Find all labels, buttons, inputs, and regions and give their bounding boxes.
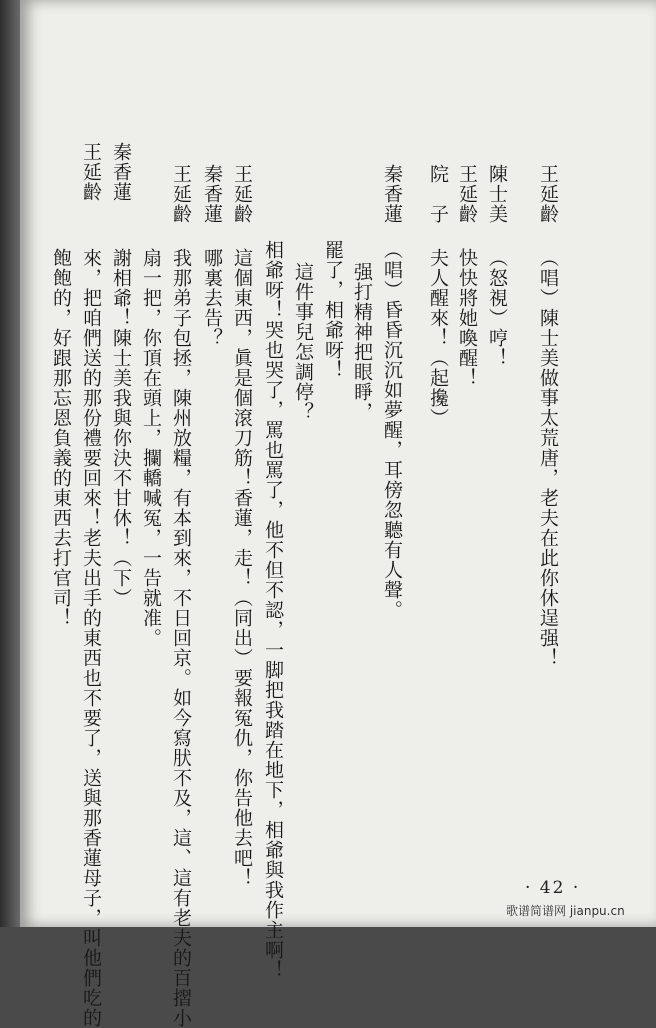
speaker-name: 院 子 — [427, 164, 449, 224]
speaker-name: 秦香蓮 — [110, 142, 132, 202]
dialogue-line: 哪裏去告？ — [201, 248, 223, 348]
dialogue-line: （唱）陳士美做事太荒唐，老夫在此你休逞强！ — [537, 248, 559, 668]
dialogue-line: 强打精神把眼睜， — [351, 262, 373, 422]
dialogue-line: 快快將她喚醒！ — [456, 248, 478, 388]
dialogue-line: 這個東西，眞是個滾刀筋！香蓮，走！（同出）要報冤仇，你告他去吧！ — [231, 248, 253, 888]
speaker-name: 王延齡 — [80, 142, 102, 202]
speaker-name: 王延齡 — [231, 164, 253, 224]
dialogue-line: 夫人醒來！（起攙） — [427, 248, 449, 428]
dialogue-line: 罷了，相爺呀！ — [322, 240, 344, 380]
page-number: · 42 · — [525, 878, 581, 898]
dialogue-line: 飽飽的，好跟那忘恩負義的東西去打官司！ — [50, 248, 72, 628]
script-page — [20, 0, 656, 1028]
speaker-name: 王延齡 — [456, 164, 478, 224]
dialogue-line: 相爺呀！哭也哭了，罵也罵了，他不但不認，一脚把我踏在地下，相爺與我作主啊！ — [262, 240, 284, 980]
speaker-name: 秦香蓮 — [201, 164, 223, 224]
speaker-name: 王延齡 — [170, 164, 192, 224]
dialogue-line: 謝相爺！陳士美我與你決不甘休！（下） — [110, 248, 132, 608]
speaker-name: 王延齡 — [537, 164, 559, 224]
speaker-name: 秦香蓮 — [381, 164, 403, 224]
site-watermark: 歌谱简谱网 jianpu.cn — [506, 904, 625, 918]
dialogue-line: （唱）昏昏沉沉如夢醒，耳傍忽聽有人聲。 — [381, 240, 403, 620]
dialogue-line: 這件事兒怎調停？ — [292, 262, 314, 422]
dialogue-line: （怒視）哼！ — [486, 248, 508, 368]
speaker-name: 陳士美 — [486, 164, 508, 224]
dialogue-line: 來，把咱們送的那份禮要回來！老夫出手的東西也不要了，送與那香蓮母子，叫他們吃的 — [80, 248, 102, 1028]
dialogue-line: 我那弟子包拯，陳州放糧，有本到來，不日回京。如今寫肰不及，這、這有老夫的百摺小 — [170, 248, 192, 1028]
book-binding-shadow — [0, 0, 20, 927]
dialogue-line: 扇一把，你頂在頭上，攔轎喊冤，一告就准。 — [140, 248, 162, 648]
